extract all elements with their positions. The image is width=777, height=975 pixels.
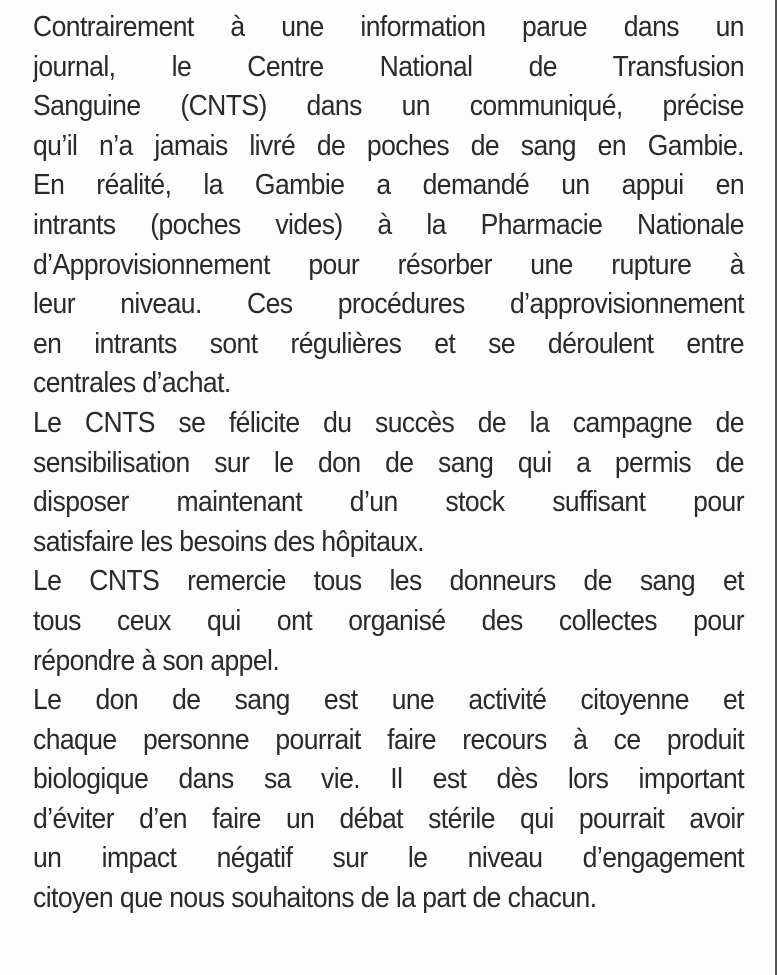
paragraph-campaign-success xyxy=(33,404,744,562)
text-line: sensibilisation sur le don de sang qui a permis de xyxy=(33,446,744,479)
text-line: centrales d’achat. xyxy=(33,367,231,400)
text-line: d’Approvisionnement pour résorber une rupture à xyxy=(33,248,744,281)
text-line: chaque personne pourrait faire recours à ce produit xyxy=(33,723,744,756)
text-line: Le CNTS remercie tous les donneurs de sang et xyxy=(33,565,744,598)
text-line: Le CNTS se félicite du succès de la campagne de xyxy=(33,406,744,439)
text-line: disposer maintenant d’un stock suffisant pour xyxy=(33,486,744,519)
paragraph-thanks-donors xyxy=(33,562,744,681)
text-line: d’éviter d’en faire un débat stérile qui pourrait avoir xyxy=(33,802,744,835)
text-line: un impact négatif sur le niveau d’engagement xyxy=(33,842,744,875)
text-line: répondre à son appel. xyxy=(33,644,280,677)
text-line: satisfaire les besoins des hôpitaux. xyxy=(33,525,424,558)
press-release-body xyxy=(33,8,744,919)
paragraph-civic-activity xyxy=(33,681,744,919)
text-line: qu’il n’a jamais livré de poches de sang en Gambie. xyxy=(33,129,744,162)
text-line: citoyen que nous souhaitons de la part de chacun. xyxy=(33,882,597,915)
text-line: intrants (poches vides) à la Pharmacie Nationale xyxy=(33,208,744,241)
text-line: Le don de sang est une activité citoyenne et xyxy=(33,684,744,717)
text-line: biologique dans sa vie. Il est dès lors important xyxy=(33,763,744,796)
text-line: En réalité, la Gambie a demandé un appui en xyxy=(33,169,744,202)
paragraph-gambia-clarification xyxy=(33,8,744,404)
text-line: Sanguine (CNTS) dans un communiqué, précise xyxy=(33,90,744,123)
text-line: journal, le Centre National de Transfusion xyxy=(33,50,744,83)
text-line: Contrairement à une information parue dans un xyxy=(33,11,744,43)
text-line: en intrants sont régulières et se déroulent entre xyxy=(33,327,744,360)
text-line: tous ceux qui ont organisé des collectes pour xyxy=(33,604,744,637)
text-line: leur niveau. Ces procédures d’approvisionnement xyxy=(33,288,744,321)
